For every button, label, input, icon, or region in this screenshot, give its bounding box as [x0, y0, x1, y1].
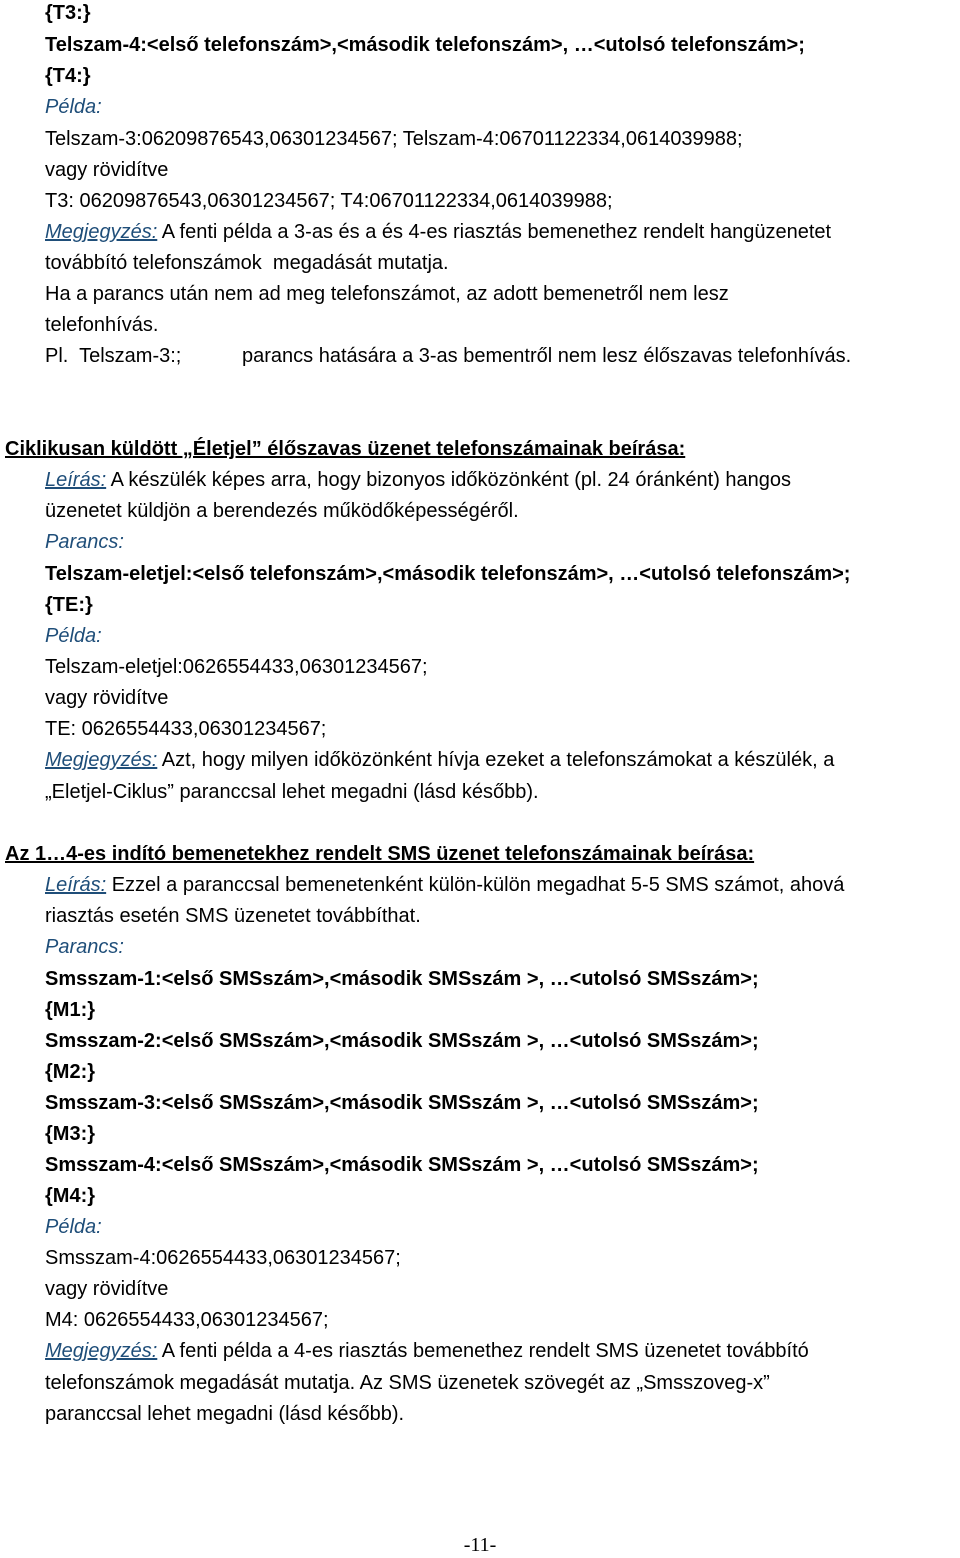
- pelda-short-line: T3: 06209876543,06301234567; T4:06701122334,0614039988;: [45, 190, 613, 212]
- pelda-short-line: M4: 0626554433,06301234567;: [45, 1309, 329, 1331]
- megjegyzes-line: [45, 219, 831, 245]
- megjegyzes-text-cont: „Eletjel-Ciklus” paranccsal lehet megadni (lásd később).: [45, 781, 539, 803]
- smsszam3-command: Smsszam-3:<első SMSszám>,<második SMSszám >, …<utolsó SMSszám>;: [45, 1092, 759, 1114]
- megjegyzes-label: Megjegyzés:: [45, 1340, 158, 1362]
- smsszam2-command: Smsszam-2:<első SMSszám>,<második SMSszám >, …<utolsó SMSszám>;: [45, 1030, 759, 1052]
- leiras-label: Leírás:: [45, 874, 107, 896]
- pl-example-line: [45, 343, 852, 369]
- leiras-line: [45, 467, 791, 493]
- section-heading-eletjel: Ciklikusan küldött „Életjel” élőszavas üzenet telefonszámainak beírása:: [5, 438, 686, 460]
- vagy-roviditve: vagy rövidítve: [45, 687, 169, 709]
- m2-code: {M2:}: [45, 1061, 96, 1083]
- note-line: Ha a parancs után nem ad meg telefonszámot, az adott bemenetről nem lesz: [45, 283, 729, 305]
- leiras-text-cont: riasztás esetén SMS üzenetet továbbíthat.: [45, 905, 421, 927]
- pl-example-text: parancs hatására a 3-as bementről nem lesz élőszavas telefonhívás.: [242, 345, 852, 367]
- megjegyzes-line: [45, 1338, 809, 1364]
- leiras-text: A készülék képes arra, hogy bizonyos időközönként (pl. 24 óránként) hangos: [106, 469, 792, 491]
- megjegyzes-text: A fenti példa a 3-as és a és 4-es riasztás bemenethez rendelt hangüzenetet: [157, 221, 832, 243]
- megjegyzes-label: Megjegyzés:: [45, 749, 158, 771]
- pelda-line: Telszam-3:06209876543,06301234567; Telszam-4:06701122334,0614039988;: [45, 128, 743, 150]
- smsszam4-command: Smsszam-4:<első SMSszám>,<második SMSszám >, …<utolsó SMSszám>;: [45, 1154, 759, 1176]
- te-code: {TE:}: [45, 594, 93, 616]
- page-number: -11-: [463, 1534, 497, 1556]
- parancs-label: Parancs:: [45, 936, 124, 958]
- megjegyzes-text-cont: továbbító telefonszámok megadását mutatja.: [45, 252, 449, 274]
- pelda-label: Példa:: [45, 96, 102, 118]
- m3-code: {M3:}: [45, 1123, 96, 1145]
- megjegyzes-text: A fenti példa a 4-es riasztás bemenethez rendelt SMS üzenetet továbbító: [157, 1340, 809, 1362]
- leiras-label: Leírás:: [45, 469, 107, 491]
- megjegyzes-label: Megjegyzés:: [45, 221, 158, 243]
- m1-code: {M1:}: [45, 999, 96, 1021]
- smsszam1-command: Smsszam-1:<első SMSszám>,<második SMSszám >, …<utolsó SMSszám>;: [45, 968, 759, 990]
- megjegyzes-line: [45, 747, 834, 773]
- t4-code: {T4:}: [45, 65, 91, 87]
- pelda-label: Példa:: [45, 1216, 102, 1238]
- pelda-line: Smsszam-4:0626554433,06301234567;: [45, 1247, 401, 1269]
- vagy-roviditve: vagy rövidítve: [45, 159, 169, 181]
- note-line-cont: telefonhívás.: [45, 314, 159, 336]
- section-heading-sms: Az 1…4-es indító bemenetekhez rendelt SMS üzenet telefonszámainak beírása:: [5, 843, 755, 865]
- vagy-roviditve: vagy rövidítve: [45, 1278, 169, 1300]
- megjegyzes-text-cont: telefonszámok megadását mutatja. Az SMS üzenetek szövegét az „Smsszoveg-x”: [45, 1372, 770, 1394]
- pl-example-command: Pl. Telszam-3:;: [45, 345, 182, 367]
- leiras-line: [45, 872, 844, 898]
- parancs-label: Parancs:: [45, 531, 124, 553]
- m4-code: {M4:}: [45, 1185, 96, 1207]
- megjegyzes-text: Azt, hogy milyen időközönként hívja ezeket a telefonszámokat a készülék, a: [157, 749, 835, 771]
- telszam4-command: Telszam-4:<első telefonszám>,<második telefonszám>, …<utolsó telefonszám>;: [45, 34, 805, 56]
- eletjel-command: Telszam-eletjel:<első telefonszám>,<második telefonszám>, …<utolsó telefonszám>;: [45, 563, 851, 585]
- leiras-text-cont: üzenetet küldjön a berendezés működőképességéről.: [45, 500, 519, 522]
- t3-code: {T3:}: [45, 2, 91, 24]
- pelda-short-line: TE: 0626554433,06301234567;: [45, 718, 327, 740]
- pelda-line: Telszam-eletjel:0626554433,06301234567;: [45, 656, 428, 678]
- pelda-label: Példa:: [45, 625, 102, 647]
- megjegyzes-text-cont: paranccsal lehet megadni (lásd később).: [45, 1403, 405, 1425]
- leiras-text: Ezzel a paranccsal bemenetenként külön-külön megadhat 5-5 SMS számot, ahová: [106, 874, 845, 896]
